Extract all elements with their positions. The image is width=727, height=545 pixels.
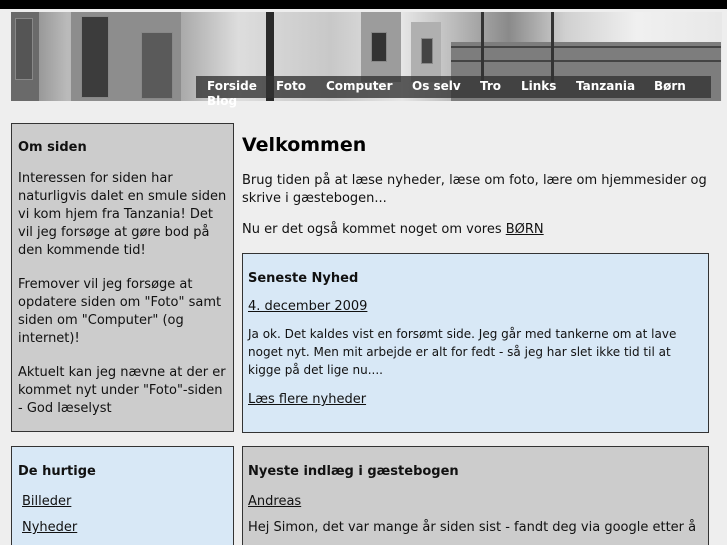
nav-item-computer[interactable]: Computer — [326, 79, 393, 93]
nav-item-foto[interactable]: Foto — [276, 79, 306, 93]
kids-line — [242, 221, 717, 239]
kids-prefix: Nu er det også kommet noget om vores — [242, 222, 506, 237]
guestbook-author-link[interactable]: Andreas — [248, 494, 302, 509]
news-date-link[interactable]: 4. december 2009 — [248, 299, 368, 314]
guestbook-body: Hej Simon, det var mange år siden sist - fandt deg via google etter å — [248, 520, 697, 535]
guestbook-box — [242, 446, 709, 545]
nav-item-os-selv[interactable]: Os selv — [412, 79, 461, 93]
page — [0, 9, 727, 545]
about-paragraph: Interessen for siden har naturligvis dalet en smule siden vi kom hjem fra Tanzania! Det vil jeg forsøge at gøre bod på den kommende tid! — [18, 171, 227, 258]
nav-item-links[interactable]: Links — [521, 79, 557, 93]
about-paragraph: Fremover vil jeg forsøge at opdatere siden om "Foto" samt siden om "Computer" (og internet)! — [18, 277, 222, 346]
main-nav — [207, 79, 717, 119]
quick-links-title: De hurtige — [18, 464, 96, 479]
news-body: Ja ok. Det kaldes vist en forsømt side. Jeg går med tankerne om at lave noget nyt. Men mit arbejde er alt for fedt - så jeg har slet ikke tid til at kigge på det lige nu.... — [248, 327, 677, 377]
guestbook-title: Nyeste indlæg i gæstebogen — [248, 464, 459, 479]
about-title: Om siden — [18, 140, 87, 155]
quick-links-box — [11, 446, 234, 545]
intro-text: Brug tiden på at læse nyheder, læse om foto, lære om hjemmesider og skrive i gæstebogen... — [242, 173, 707, 206]
more-news-link[interactable]: Læs flere nyheder — [248, 392, 367, 407]
quick-link-billeder[interactable]: Billeder — [22, 494, 72, 509]
nav-item-tanzania[interactable]: Tanzania — [576, 79, 636, 93]
quick-link-nyheder[interactable]: Nyheder — [22, 520, 78, 535]
about-paragraph: Aktuelt kan jeg nævne at der er kommet nyt under "Foto"-siden - God læselyst — [18, 365, 226, 416]
nav-item-born[interactable]: Børn — [654, 79, 686, 93]
about-box — [11, 123, 234, 432]
nav-item-forside[interactable]: Forside — [207, 79, 257, 93]
nav-item-blog[interactable]: Blog — [207, 94, 238, 108]
latest-news-box — [242, 253, 709, 433]
nav-item-tro[interactable]: Tro — [480, 79, 502, 93]
kids-link[interactable]: BØRN — [505, 222, 544, 237]
page-title: Velkommen — [242, 134, 367, 156]
news-title: Seneste Nyhed — [248, 271, 359, 286]
